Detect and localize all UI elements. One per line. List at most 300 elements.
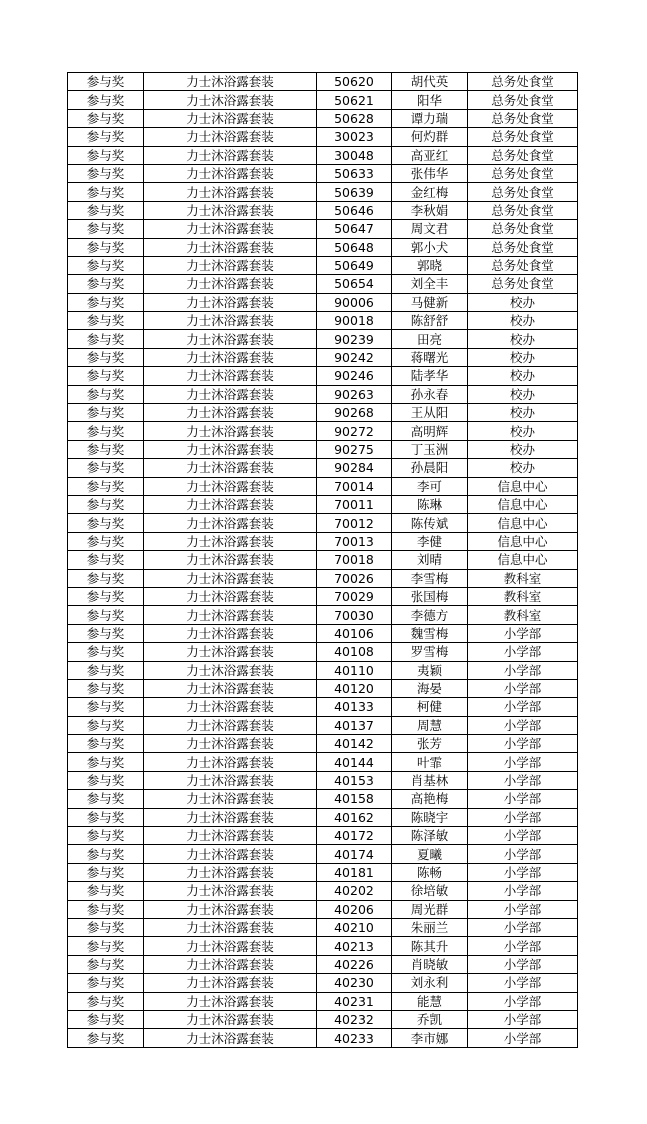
table-row: [68, 183, 578, 201]
award-cell: 参与奖: [68, 827, 144, 845]
id-cell: 40120: [317, 679, 392, 697]
department-cell: 教科室: [468, 606, 578, 624]
department-cell: 总务处食堂: [468, 275, 578, 293]
department-cell: 小学部: [468, 661, 578, 679]
table-row: [68, 275, 578, 293]
table-row: [68, 661, 578, 679]
award-cell: 参与奖: [68, 569, 144, 587]
department-cell: 总务处食堂: [468, 146, 578, 164]
department-cell: 信息中心: [468, 551, 578, 569]
award-cell: 参与奖: [68, 404, 144, 422]
table-row: [68, 679, 578, 697]
prize-cell: 力士沐浴露套装: [144, 275, 317, 293]
award-cell: 参与奖: [68, 551, 144, 569]
prize-cell: 力士沐浴露套装: [144, 624, 317, 642]
name-cell: 李德方: [392, 606, 468, 624]
award-cell: 参与奖: [68, 716, 144, 734]
table-row: [68, 735, 578, 753]
name-cell: 李可: [392, 477, 468, 495]
name-cell: 高艳梅: [392, 790, 468, 808]
department-cell: 总务处食堂: [468, 109, 578, 127]
department-cell: 小学部: [468, 937, 578, 955]
table-row: [68, 293, 578, 311]
prize-cell: 力士沐浴露套装: [144, 863, 317, 881]
name-cell: 张国梅: [392, 587, 468, 605]
id-cell: 40213: [317, 937, 392, 955]
department-cell: 小学部: [468, 882, 578, 900]
prize-cell: 力士沐浴露套装: [144, 256, 317, 274]
award-cell: 参与奖: [68, 532, 144, 550]
name-cell: 刘全丰: [392, 275, 468, 293]
name-cell: 陆孝华: [392, 367, 468, 385]
name-cell: 周慧: [392, 716, 468, 734]
id-cell: 70029: [317, 587, 392, 605]
award-cell: 参与奖: [68, 293, 144, 311]
id-cell: 50647: [317, 220, 392, 238]
table-row: [68, 422, 578, 440]
award-cell: 参与奖: [68, 201, 144, 219]
prize-cell: 力士沐浴露套装: [144, 569, 317, 587]
department-cell: 校办: [468, 367, 578, 385]
table-row: [68, 1010, 578, 1028]
id-cell: 40142: [317, 735, 392, 753]
name-cell: 孙永春: [392, 385, 468, 403]
department-cell: 校办: [468, 422, 578, 440]
award-cell: 参与奖: [68, 1029, 144, 1047]
table-row: [68, 440, 578, 458]
name-cell: 魏雪梅: [392, 624, 468, 642]
table-row: [68, 238, 578, 256]
award-cell: 参与奖: [68, 146, 144, 164]
prize-cell: 力士沐浴露套装: [144, 753, 317, 771]
award-cell: 参与奖: [68, 661, 144, 679]
award-cell: 参与奖: [68, 367, 144, 385]
name-cell: 高亚红: [392, 146, 468, 164]
id-cell: 90246: [317, 367, 392, 385]
award-cell: 参与奖: [68, 753, 144, 771]
prize-cell: 力士沐浴露套装: [144, 422, 317, 440]
table-row: [68, 404, 578, 422]
award-cell: 参与奖: [68, 900, 144, 918]
name-cell: 金红梅: [392, 183, 468, 201]
name-cell: 张芳: [392, 735, 468, 753]
name-cell: 阳华: [392, 91, 468, 109]
name-cell: 丁玉洲: [392, 440, 468, 458]
department-cell: 信息中心: [468, 495, 578, 513]
department-cell: 小学部: [468, 992, 578, 1010]
department-cell: 小学部: [468, 790, 578, 808]
award-cell: 参与奖: [68, 624, 144, 642]
name-cell: 海晏: [392, 679, 468, 697]
prize-cell: 力士沐浴露套装: [144, 330, 317, 348]
id-cell: 40110: [317, 661, 392, 679]
id-cell: 70014: [317, 477, 392, 495]
award-cell: 参与奖: [68, 495, 144, 513]
prize-cell: 力士沐浴露套装: [144, 220, 317, 238]
name-cell: 夏曦: [392, 845, 468, 863]
table-row: [68, 128, 578, 146]
table-row: [68, 827, 578, 845]
id-cell: 50620: [317, 73, 392, 91]
prize-cell: 力士沐浴露套装: [144, 808, 317, 826]
department-cell: 校办: [468, 348, 578, 366]
department-cell: 教科室: [468, 587, 578, 605]
name-cell: 何灼群: [392, 128, 468, 146]
table-row: [68, 1029, 578, 1047]
prize-cell: 力士沐浴露套装: [144, 551, 317, 569]
id-cell: 40210: [317, 918, 392, 936]
prize-cell: 力士沐浴露套装: [144, 201, 317, 219]
award-table: [67, 72, 578, 1048]
award-cell: 参与奖: [68, 845, 144, 863]
id-cell: 40153: [317, 771, 392, 789]
department-cell: 小学部: [468, 955, 578, 973]
table-row: [68, 698, 578, 716]
prize-cell: 力士沐浴露套装: [144, 367, 317, 385]
id-cell: 50654: [317, 275, 392, 293]
table-row: [68, 643, 578, 661]
department-cell: 总务处食堂: [468, 91, 578, 109]
id-cell: 90268: [317, 404, 392, 422]
id-cell: 70018: [317, 551, 392, 569]
prize-cell: 力士沐浴露套装: [144, 164, 317, 182]
table-row: [68, 900, 578, 918]
name-cell: 能慧: [392, 992, 468, 1010]
department-cell: 信息中心: [468, 477, 578, 495]
department-cell: 小学部: [468, 698, 578, 716]
prize-cell: 力士沐浴露套装: [144, 974, 317, 992]
prize-cell: 力士沐浴露套装: [144, 73, 317, 91]
name-cell: 谭力瑞: [392, 109, 468, 127]
name-cell: 郭晓: [392, 256, 468, 274]
name-cell: 肖晓敏: [392, 955, 468, 973]
id-cell: 50639: [317, 183, 392, 201]
prize-cell: 力士沐浴露套装: [144, 900, 317, 918]
prize-cell: 力士沐浴露套装: [144, 771, 317, 789]
id-cell: 30023: [317, 128, 392, 146]
name-cell: 李健: [392, 532, 468, 550]
id-cell: 50649: [317, 256, 392, 274]
id-cell: 70013: [317, 532, 392, 550]
department-cell: 小学部: [468, 643, 578, 661]
name-cell: 刘永利: [392, 974, 468, 992]
name-cell: 李秋娟: [392, 201, 468, 219]
award-cell: 参与奖: [68, 514, 144, 532]
id-cell: 40231: [317, 992, 392, 1010]
prize-cell: 力士沐浴露套装: [144, 1010, 317, 1028]
prize-cell: 力士沐浴露套装: [144, 128, 317, 146]
name-cell: 陈琳: [392, 495, 468, 513]
id-cell: 40230: [317, 974, 392, 992]
prize-cell: 力士沐浴露套装: [144, 514, 317, 532]
table-row: [68, 73, 578, 91]
award-cell: 参与奖: [68, 128, 144, 146]
department-cell: 小学部: [468, 771, 578, 789]
prize-cell: 力士沐浴露套装: [144, 183, 317, 201]
table-row: [68, 569, 578, 587]
name-cell: 刘晴: [392, 551, 468, 569]
id-cell: 40133: [317, 698, 392, 716]
table-row: [68, 551, 578, 569]
award-cell: 参与奖: [68, 348, 144, 366]
table-row: [68, 495, 578, 513]
name-cell: 李市娜: [392, 1029, 468, 1047]
name-cell: 陈泽敏: [392, 827, 468, 845]
name-cell: 夷颖: [392, 661, 468, 679]
table-row: [68, 918, 578, 936]
table-row: [68, 771, 578, 789]
prize-cell: 力士沐浴露套装: [144, 440, 317, 458]
id-cell: 90263: [317, 385, 392, 403]
department-cell: 信息中心: [468, 514, 578, 532]
award-cell: 参与奖: [68, 91, 144, 109]
award-cell: 参与奖: [68, 220, 144, 238]
id-cell: 40108: [317, 643, 392, 661]
award-cell: 参与奖: [68, 238, 144, 256]
name-cell: 高明辉: [392, 422, 468, 440]
table-row: [68, 109, 578, 127]
department-cell: 小学部: [468, 1029, 578, 1047]
id-cell: 70011: [317, 495, 392, 513]
award-cell: 参与奖: [68, 606, 144, 624]
prize-cell: 力士沐浴露套装: [144, 91, 317, 109]
department-cell: 教科室: [468, 569, 578, 587]
department-cell: 总务处食堂: [468, 164, 578, 182]
prize-cell: 力士沐浴露套装: [144, 918, 317, 936]
prize-cell: 力士沐浴露套装: [144, 606, 317, 624]
id-cell: 70012: [317, 514, 392, 532]
department-cell: 小学部: [468, 753, 578, 771]
department-cell: 总务处食堂: [468, 201, 578, 219]
department-cell: 信息中心: [468, 532, 578, 550]
name-cell: 陈舒舒: [392, 312, 468, 330]
table-row: [68, 385, 578, 403]
id-cell: 40174: [317, 845, 392, 863]
name-cell: 田亮: [392, 330, 468, 348]
prize-cell: 力士沐浴露套装: [144, 679, 317, 697]
id-cell: 40144: [317, 753, 392, 771]
id-cell: 40181: [317, 863, 392, 881]
name-cell: 蒋曙光: [392, 348, 468, 366]
award-cell: 参与奖: [68, 937, 144, 955]
award-cell: 参与奖: [68, 974, 144, 992]
department-cell: 总务处食堂: [468, 128, 578, 146]
id-cell: 50633: [317, 164, 392, 182]
award-cell: 参与奖: [68, 992, 144, 1010]
award-cell: 参与奖: [68, 164, 144, 182]
department-cell: 小学部: [468, 863, 578, 881]
award-cell: 参与奖: [68, 459, 144, 477]
prize-cell: 力士沐浴露套装: [144, 587, 317, 605]
prize-cell: 力士沐浴露套装: [144, 532, 317, 550]
department-cell: 总务处食堂: [468, 183, 578, 201]
prize-cell: 力士沐浴露套装: [144, 495, 317, 513]
name-cell: 柯健: [392, 698, 468, 716]
table-row: [68, 312, 578, 330]
table-row: [68, 201, 578, 219]
award-cell: 参与奖: [68, 955, 144, 973]
name-cell: 胡代英: [392, 73, 468, 91]
id-cell: 90284: [317, 459, 392, 477]
name-cell: 叶霏: [392, 753, 468, 771]
id-cell: 40162: [317, 808, 392, 826]
department-cell: 总务处食堂: [468, 238, 578, 256]
department-cell: 校办: [468, 312, 578, 330]
department-cell: 校办: [468, 330, 578, 348]
department-cell: 小学部: [468, 1010, 578, 1028]
award-cell: 参与奖: [68, 1010, 144, 1028]
award-cell: 参与奖: [68, 587, 144, 605]
department-cell: 小学部: [468, 900, 578, 918]
award-cell: 参与奖: [68, 109, 144, 127]
prize-cell: 力士沐浴露套装: [144, 348, 317, 366]
prize-cell: 力士沐浴露套装: [144, 459, 317, 477]
award-cell: 参与奖: [68, 735, 144, 753]
name-cell: 王从阳: [392, 404, 468, 422]
id-cell: 70026: [317, 569, 392, 587]
prize-cell: 力士沐浴露套装: [144, 293, 317, 311]
department-cell: 小学部: [468, 716, 578, 734]
id-cell: 40202: [317, 882, 392, 900]
id-cell: 40233: [317, 1029, 392, 1047]
department-cell: 校办: [468, 440, 578, 458]
name-cell: 李雪梅: [392, 569, 468, 587]
name-cell: 罗雪梅: [392, 643, 468, 661]
name-cell: 陈晓宇: [392, 808, 468, 826]
name-cell: 朱丽兰: [392, 918, 468, 936]
prize-cell: 力士沐浴露套装: [144, 992, 317, 1010]
department-cell: 校办: [468, 459, 578, 477]
award-cell: 参与奖: [68, 330, 144, 348]
award-cell: 参与奖: [68, 312, 144, 330]
award-cell: 参与奖: [68, 790, 144, 808]
name-cell: 郭小犬: [392, 238, 468, 256]
prize-cell: 力士沐浴露套装: [144, 1029, 317, 1047]
department-cell: 校办: [468, 293, 578, 311]
prize-cell: 力士沐浴露套装: [144, 661, 317, 679]
award-cell: 参与奖: [68, 275, 144, 293]
id-cell: 50648: [317, 238, 392, 256]
department-cell: 小学部: [468, 845, 578, 863]
department-cell: 小学部: [468, 679, 578, 697]
table-row: [68, 937, 578, 955]
id-cell: 90275: [317, 440, 392, 458]
table-row: [68, 330, 578, 348]
award-cell: 参与奖: [68, 698, 144, 716]
table-row: [68, 91, 578, 109]
name-cell: 周文君: [392, 220, 468, 238]
prize-cell: 力士沐浴露套装: [144, 238, 317, 256]
prize-cell: 力士沐浴露套装: [144, 937, 317, 955]
id-cell: 40206: [317, 900, 392, 918]
award-cell: 参与奖: [68, 440, 144, 458]
name-cell: 乔凯: [392, 1010, 468, 1028]
table-row: [68, 220, 578, 238]
table-row: [68, 256, 578, 274]
award-cell: 参与奖: [68, 918, 144, 936]
id-cell: 40106: [317, 624, 392, 642]
department-cell: 总务处食堂: [468, 256, 578, 274]
department-cell: 小学部: [468, 624, 578, 642]
award-cell: 参与奖: [68, 643, 144, 661]
id-cell: 90006: [317, 293, 392, 311]
table-row: [68, 348, 578, 366]
table-row: [68, 367, 578, 385]
table-row: [68, 146, 578, 164]
award-cell: 参与奖: [68, 882, 144, 900]
table-row: [68, 459, 578, 477]
department-cell: 小学部: [468, 918, 578, 936]
department-cell: 小学部: [468, 808, 578, 826]
department-cell: 小学部: [468, 974, 578, 992]
department-cell: 校办: [468, 385, 578, 403]
award-cell: 参与奖: [68, 256, 144, 274]
department-cell: 小学部: [468, 827, 578, 845]
table-row: [68, 992, 578, 1010]
award-cell: 参与奖: [68, 183, 144, 201]
id-cell: 90272: [317, 422, 392, 440]
prize-cell: 力士沐浴露套装: [144, 146, 317, 164]
table-row: [68, 716, 578, 734]
award-cell: 参与奖: [68, 73, 144, 91]
id-cell: 40158: [317, 790, 392, 808]
id-cell: 90242: [317, 348, 392, 366]
table-row: [68, 882, 578, 900]
id-cell: 40137: [317, 716, 392, 734]
id-cell: 50628: [317, 109, 392, 127]
award-cell: 参与奖: [68, 679, 144, 697]
prize-cell: 力士沐浴露套装: [144, 827, 317, 845]
prize-cell: 力士沐浴露套装: [144, 845, 317, 863]
department-cell: 总务处食堂: [468, 220, 578, 238]
id-cell: 90018: [317, 312, 392, 330]
table-row: [68, 863, 578, 881]
table-row: [68, 532, 578, 550]
id-cell: 70030: [317, 606, 392, 624]
prize-cell: 力士沐浴露套装: [144, 790, 317, 808]
name-cell: 徐培敏: [392, 882, 468, 900]
award-table-body: [68, 73, 578, 1048]
name-cell: 陈传斌: [392, 514, 468, 532]
table-row: [68, 845, 578, 863]
table-row: [68, 606, 578, 624]
id-cell: 50621: [317, 91, 392, 109]
prize-cell: 力士沐浴露套装: [144, 698, 317, 716]
name-cell: 陈畅: [392, 863, 468, 881]
prize-cell: 力士沐浴露套装: [144, 716, 317, 734]
table-row: [68, 753, 578, 771]
award-cell: 参与奖: [68, 863, 144, 881]
name-cell: 陈其升: [392, 937, 468, 955]
table-row: [68, 790, 578, 808]
table-row: [68, 808, 578, 826]
prize-cell: 力士沐浴露套装: [144, 735, 317, 753]
award-cell: 参与奖: [68, 771, 144, 789]
table-row: [68, 587, 578, 605]
id-cell: 40226: [317, 955, 392, 973]
name-cell: 周光群: [392, 900, 468, 918]
table-row: [68, 624, 578, 642]
name-cell: 肖基林: [392, 771, 468, 789]
id-cell: 50646: [317, 201, 392, 219]
table-row: [68, 514, 578, 532]
prize-cell: 力士沐浴露套装: [144, 643, 317, 661]
department-cell: 总务处食堂: [468, 73, 578, 91]
department-cell: 小学部: [468, 735, 578, 753]
award-cell: 参与奖: [68, 422, 144, 440]
prize-cell: 力士沐浴露套装: [144, 882, 317, 900]
id-cell: 90239: [317, 330, 392, 348]
